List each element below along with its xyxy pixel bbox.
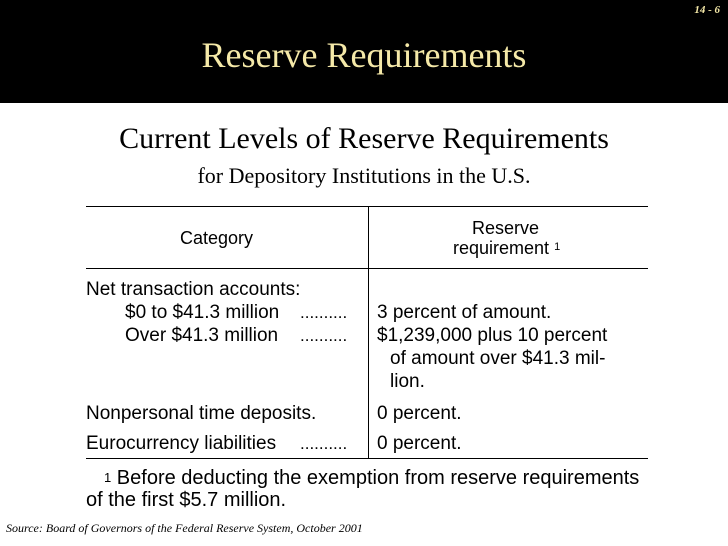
row-eurocurrency-label: Eurocurrency liabilities — [86, 433, 277, 454]
column-header-requirement — [453, 238, 560, 258]
row-over-value-line1: $1,239,000 plus 10 percent — [377, 325, 608, 346]
column-header-category: Category — [180, 228, 254, 248]
table-subtitle: for Depository Institutions in the U.S. — [197, 163, 531, 188]
row-eurocurrency-value: 0 percent. — [377, 433, 462, 454]
column-header-footnote-marker: 1 — [554, 241, 561, 253]
row-eurocurrency-leader: .......... — [300, 434, 348, 453]
row-zero-to-label: $0 to $41.3 million — [125, 302, 280, 323]
footnote-text-line1: Before deducting the exemption from reserve requirements — [116, 467, 640, 489]
row-over-leader: .......... — [300, 326, 348, 345]
table-top-rule — [86, 206, 648, 207]
title-bar — [0, 0, 728, 103]
row-over-label: Over $41.3 million — [125, 325, 279, 346]
footnote-line2: of the first $5.7 million. — [86, 489, 287, 511]
footnote-marker: 1 — [104, 470, 112, 485]
slide-title: Reserve Requirements — [201, 35, 527, 75]
row-zero-to-value: 3 percent of amount. — [377, 302, 552, 323]
source-citation: Source: Board of Governors of the Federal Reserve System, October 2001 — [6, 521, 363, 535]
footnote-line1 — [104, 467, 639, 490]
table-column-divider — [368, 206, 369, 458]
row-over-value-line2: of amount over $41.3 mil- — [390, 348, 606, 369]
row-zero-to-leader: .......... — [300, 303, 348, 322]
column-header-reserve: Reserve — [472, 218, 540, 238]
row-nonpersonal-label: Nonpersonal time deposits. — [86, 403, 317, 424]
row-nonpersonal-value: 0 percent. — [377, 403, 462, 424]
row-over-value-line3: lion. — [390, 371, 425, 392]
slide-number: 14 - 6 — [694, 4, 720, 16]
table-title: Current Levels of Reserve Requirements — [119, 122, 609, 155]
table-bottom-rule — [86, 458, 648, 459]
row-net-transaction-label: Net transaction accounts: — [86, 279, 301, 300]
column-header-requirement-text: requirement — [453, 238, 550, 258]
table-header-rule — [86, 268, 648, 269]
